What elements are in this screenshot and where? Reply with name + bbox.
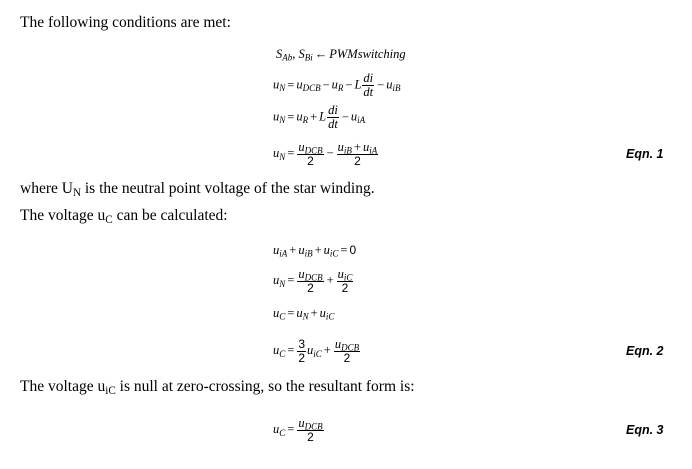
calc-text: The voltage $u_C$ can be calculated: bbox=[20, 207, 228, 227]
equation-un-1: $u_N = u_{DCB} - u_R - L$ $\frac{di}{dt}$ − $u_{iB}$ bbox=[273, 71, 401, 100]
equation-un-4: $u_N$ = $\frac{u_{DCB}}{2}$ + $\frac{u_{iC}}{2}$ bbox=[273, 267, 353, 296]
equation-label-3: Eqn. 3 bbox=[626, 423, 664, 437]
equation-un-2: $u_N = u_R + L$ $\frac{di}{dt}$ − $u_{iA}$ bbox=[273, 103, 366, 132]
switching-condition: $S_{Ab}$, $S_{Bi}$ ← PWMswitching bbox=[276, 47, 406, 63]
zero-crossing-text: The voltage $u_{iC}$ is null at zero-crossing, so the resultant form is: bbox=[20, 378, 415, 398]
intro-text: The following conditions are met: bbox=[20, 14, 231, 31]
equation-sum-zero: $u_{iA} + u_{iB} + u_{iC} = 0$ bbox=[273, 243, 357, 259]
neutral-point-text: where $U_N$ is the neutral point voltage of the star winding. bbox=[20, 180, 375, 200]
equation-label-1: Eqn. 1 bbox=[626, 147, 664, 161]
equation-uc-2: $u_C$ = $\frac{3}{2}$ $u_{iC}$ + $\frac{u_{DCB}}{2}$ bbox=[273, 337, 360, 366]
equation-uc-3: $u_C$ = $\frac{u_{DCB}}{2}$ bbox=[273, 416, 323, 445]
equation-label-2: Eqn. 2 bbox=[626, 344, 664, 358]
equation-un-3: $u_N$ = $\frac{u_{DCB}}{2}$ − $\frac{u_{iB} + u_{iA}}{2}$ bbox=[273, 140, 378, 169]
equation-uc-1: $u_C = u_N + u_{iC}$ bbox=[273, 306, 335, 322]
